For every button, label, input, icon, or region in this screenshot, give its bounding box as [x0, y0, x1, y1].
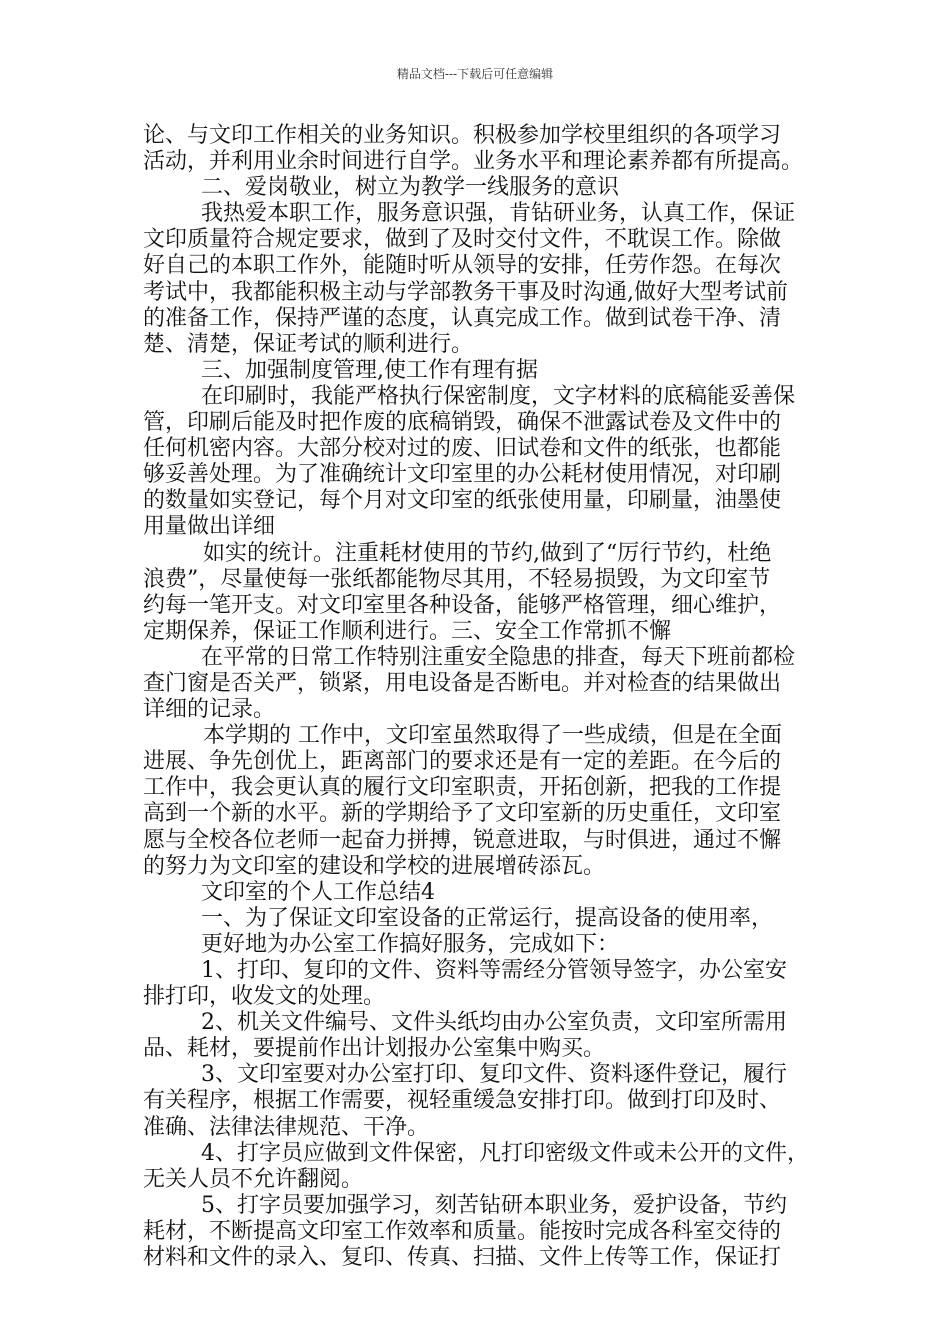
text-line: 的准备工作，保持严谨的态度，认真完成工作。做到试卷干净、清	[143, 305, 782, 331]
text-line: 3、文印室要对办公室打印、复印文件、资料逐件登记，履行	[201, 1062, 787, 1088]
text-line: 定期保养，保证工作顺利进行。三、安全工作常抓不懈	[143, 618, 672, 644]
text-line: 我热爱本职工作，服务意识强，肯钻研业务，认真工作，保证	[201, 201, 796, 227]
text-line: 用量做出详细	[143, 514, 276, 540]
text-line: 品、耗材，要提前作出计划报办公室集中购买。	[143, 1036, 606, 1062]
text-line: 无关人员不允许翻阅。	[143, 1166, 364, 1192]
document-body	[143, 123, 813, 1271]
text-line: 4、打字员应做到文件保密，凡打印密级文件或未公开的文件，	[201, 1140, 809, 1166]
text-line: 材料和文件的录入、复印、传真、扫描、文件上传等工作，保证打	[143, 1245, 782, 1271]
text-line: 约每一笔开支。对文印室里各种设备，能够严格管理，细心维护，	[143, 592, 782, 618]
page-header: 精品文档---下载后可任意编辑	[396, 67, 554, 81]
text-line: 考试中，我都能积极主动与学部教务干事及时沟通,做好大型考试前	[143, 279, 788, 305]
text-line: 在平常的日常工作特别注重安全隐患的排查，每天下班前都检	[201, 644, 796, 670]
text-line: 如实的统计。注重耗材使用的节约,做到了“厉行节约，杜绝	[203, 540, 772, 566]
text-line: 愿与全校各位老师一起奋力拼搏，锐意进取，与时俱进，通过不懈	[143, 827, 782, 853]
text-line: 论、与文印工作相关的业务知识。积极参加学校里组织的各项学习	[143, 123, 782, 148]
text-line: 浪费”，尽量使每一张纸都能物尽其用，不轻易损毁，为文印室节	[143, 566, 771, 592]
text-line: 进展、争先创优上，距离部门的要求还是有一定的差距。在今后的	[143, 749, 782, 775]
text-line: 高到一个新的水平。新的学期给予了文印室新的历史重任，文印室	[143, 801, 782, 827]
text-line: 本学期的 工作中，文印室虽然取得了一些成绩，但是在全面	[203, 723, 782, 749]
text-line: 管，印刷后能及时把作废的底稿销毁，确保不泄露试卷及文件中的	[143, 410, 782, 436]
text-line: 1、打印、复印的文件、资料等需经分管领导签字，办公室安	[201, 958, 787, 983]
text-line: 够妥善处理。为了准确统计文印室里的办公耗材使用情况，对印刷	[143, 462, 782, 488]
text-line: 二、爱岗敬业，树立为教学一线服务的意识	[201, 175, 620, 201]
text-line: 楚、清楚，保证考试的顺利进行。	[143, 331, 474, 357]
text-line: 任何机密内容。大部分校对过的废、旧试卷和文件的纸张，也都能	[143, 436, 782, 462]
text-line: 查门窗是否关严，锁紧，用电设备是否断电。并对检查的结果做出	[143, 670, 782, 696]
text-line: 2、机关文件编号、文件头纸均由办公室负责，文印室所需用	[201, 1010, 787, 1036]
text-line: 一、为了保证文印室设备的正常运行，提高设备的使用率，	[201, 905, 774, 931]
text-line: 5、打字员要加强学习，刻苦钻研本职业务，爱护设备，节约	[201, 1192, 787, 1218]
text-line: 工作中，我会更认真的履行文印室职责，开拓创新，把我的工作提	[143, 775, 782, 801]
text-line: 好自己的本职工作外，能随时听从领导的安排，任劳作怨。在每次	[143, 253, 782, 279]
text-line: 更好地为办公室工作搞好服务，完成如下：	[201, 931, 620, 957]
text-line: 的数量如实登记，每个月对文印室的纸张使用量，印刷量，油墨使	[143, 488, 782, 514]
text-line: 三、加强制度管理,使工作有理有据	[201, 357, 538, 383]
text-line: 在印刷时，我能严格执行保密制度，文字材料的底稿能妥善保	[201, 383, 796, 409]
text-line: 文印室的个人工作总结4	[201, 879, 435, 905]
text-line: 文印质量符合规定要求，做到了及时交付文件，不耽误工作。除做	[143, 227, 782, 253]
text-line: 有关程序，根据工作需要，视轻重缓急安排打印。做到打印及时、	[143, 1088, 782, 1114]
text-line: 排打印，收发文的处理。	[143, 984, 386, 1010]
text-line: 活动，并利用业余时间进行自学。业务水平和理论素养都有所提高。	[143, 149, 804, 175]
text-line: 详细的记录。	[143, 697, 276, 723]
text-line: 耗材，不断提高文印室工作效率和质量。能按时完成各科室交待的	[143, 1218, 782, 1244]
text-line: 准确、法律法律规范、干净。	[143, 1114, 430, 1140]
text-line: 的努力为文印室的建设和学校的进展增砖添瓦。	[143, 853, 606, 879]
